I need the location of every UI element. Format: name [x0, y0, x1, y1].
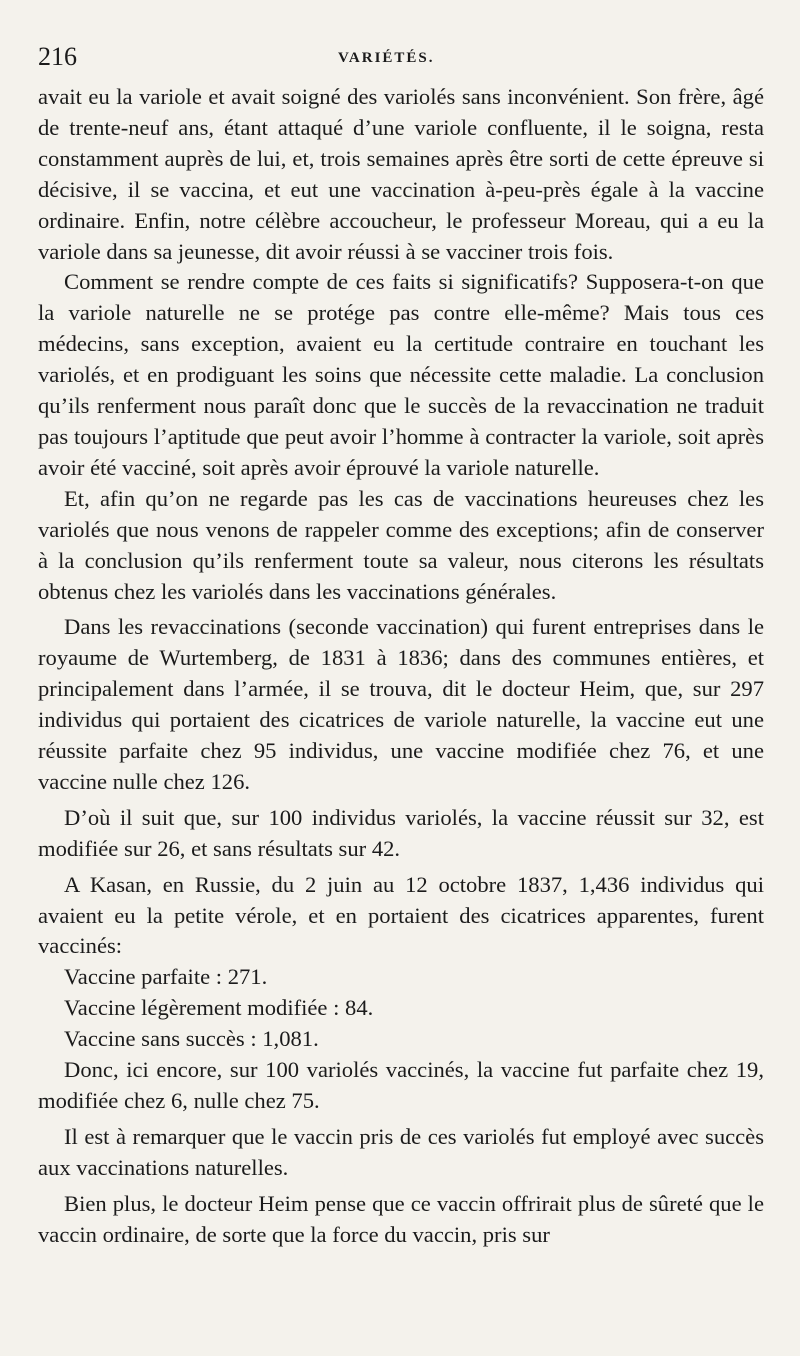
- result-line: Vaccine sans succès : 1,081.: [64, 1026, 319, 1052]
- paragraph: A Kasan, en Russie, du 2 juin au 12 octobre 1837, 1,436 individus qui avaient eu la petite vérole, et en portaient des cicatrices apparentes, furent vaccinés:: [38, 871, 764, 959]
- paragraph: Dans les revaccinations (seconde vaccination) qui furent entreprises dans le royaume de Wurtemberg, de 1831 à 1836; dans des communes entières, et principalement dans l’armée, il se trouva, dit le docteur Heim, que, sur 297 individus qui portaient des cicatrices de variole naturelle, la vaccine eut une réussite parfaite chez 95 individus, une vaccine modifiée chez 76, et une vaccine nulle chez 126.: [38, 614, 764, 794]
- paragraph: Et, afin qu’on ne regarde pas les cas de vaccinations heureuses chez les variolés que nous venons de rappeler comme des exceptions; afin de conserver à la conclusion qu’ils renferment toute sa valeur, nous citerons les résultats obtenus chez les variolés dans les vaccinations générales.: [38, 485, 764, 604]
- result-line: Vaccine parfaite : 271.: [64, 964, 268, 990]
- paragraph: D’où il suit que, sur 100 individus variolés, la vaccine réussit sur 32, est modifiée sur 26, et sans résultats sur 42.: [38, 804, 764, 861]
- paragraph: Comment se rendre compte de ces faits si significatifs? Supposera-t-on que la variole naturelle ne se protége pas contre elle-même? Mais tous ces médecins, sans exception, avaient eu la certitude contraire en touchant les variolés, et en prodiguant les soins que nécessite cette maladie. La conclusion qu’ils renferment nous paraît donc que le succès de la revaccination ne traduit pas toujours l’aptitude que peut avoir l’homme à contracter la variole, soit après avoir été vacciné, soit après avoir éprouvé la variole naturelle.: [38, 269, 764, 480]
- result-line: Vaccine légèrement modifiée : 84.: [64, 995, 374, 1021]
- paragraph-continuation: avait eu la variole et avait soigné des variolés sans inconvénient. Son frère, âgé de trente-neuf ans, étant attaqué d’une variole confluente, il le soigna, resta constamment auprès de lui, et, trois semaines après être sorti de cette épreuve si décisive, il se vaccina, et eut une vaccination à-peu-près égale à la vaccine ordinaire. Enfin, notre célèbre accoucheur, le professeur Moreau, qui a eu la variole dans sa jeunesse, dit avoir réussi à se vacciner trois fois.: [38, 84, 764, 264]
- paragraph: Bien plus, le docteur Heim pense que ce vaccin offrirait plus de sûreté que le vaccin ordinaire, de sorte que la force du vaccin, pris sur: [38, 1190, 764, 1247]
- page-number: 216: [38, 42, 77, 71]
- page-header: [38, 40, 764, 76]
- body-text: [38, 82, 764, 1251]
- paragraph: Donc, ici encore, sur 100 variolés vaccinés, la vaccine fut parfaite chez 19, modifiée chez 6, nulle chez 75.: [38, 1057, 764, 1113]
- running-title: VARIÉTÉS.: [338, 50, 435, 66]
- paragraph: Il est à remarquer que le vaccin pris de ces variolés fut employé avec succès aux vaccinations naturelles.: [38, 1123, 764, 1180]
